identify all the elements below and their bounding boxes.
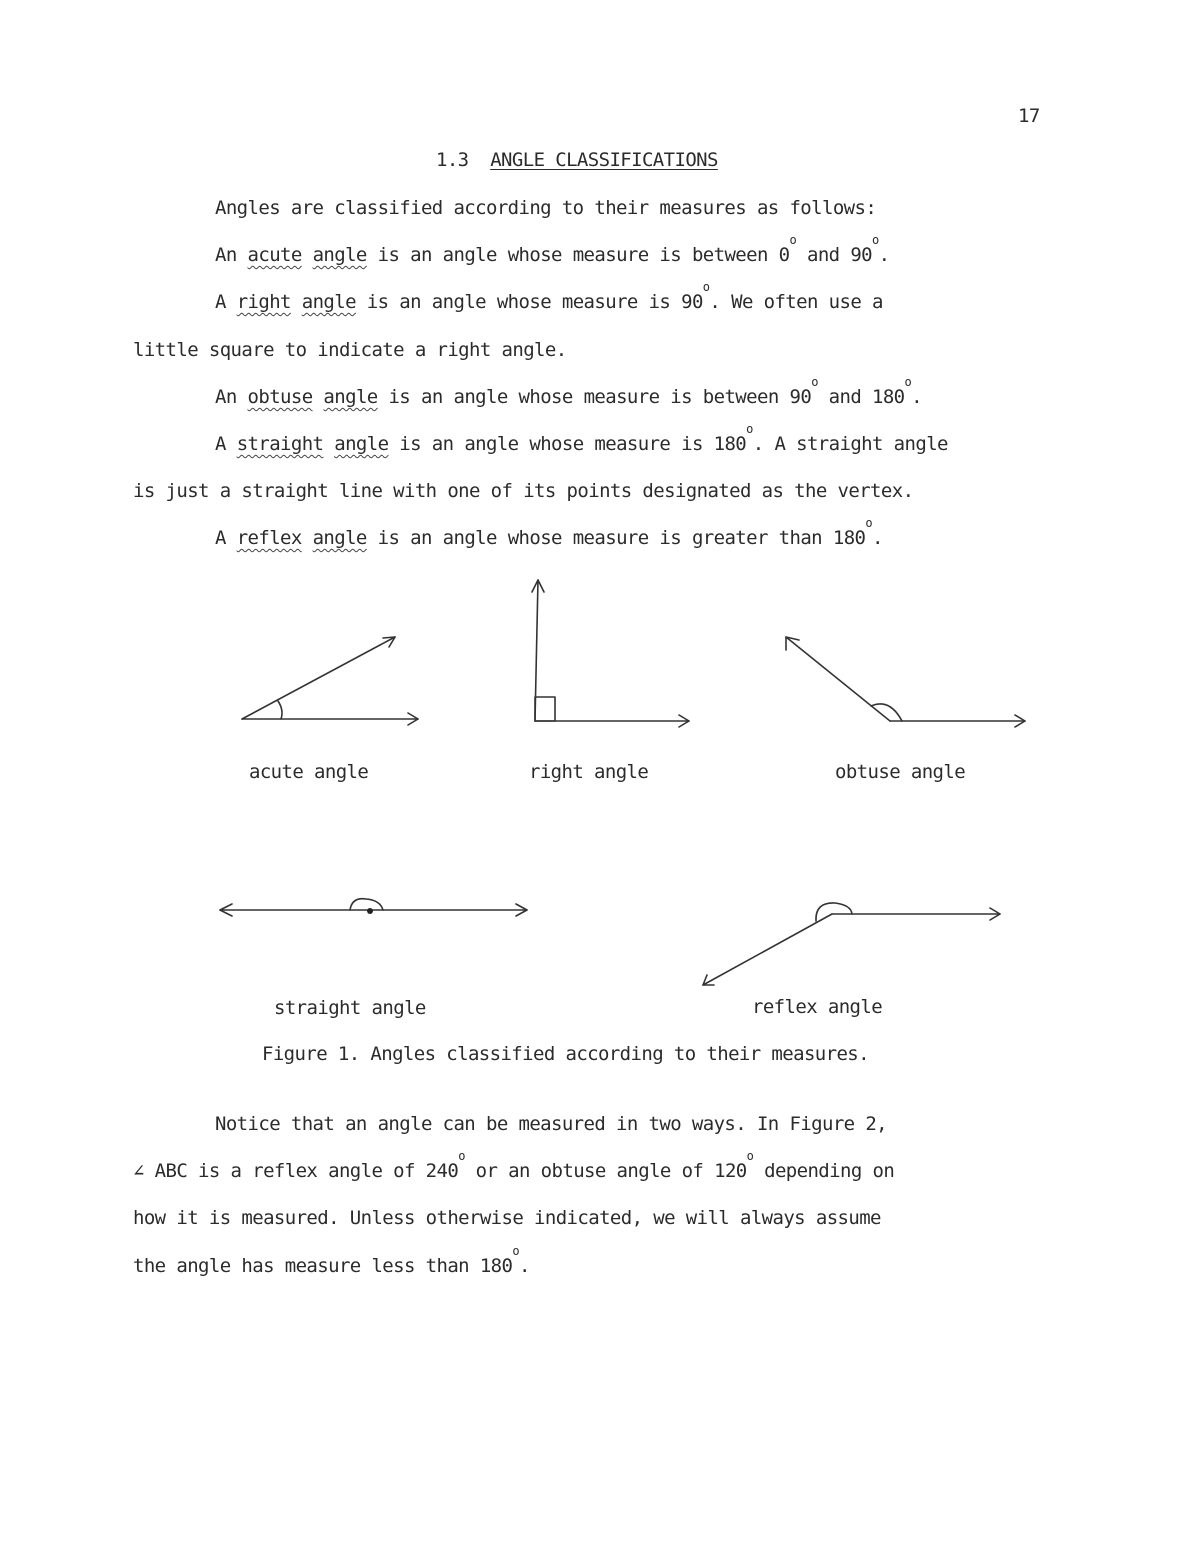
angle-term: angle — [323, 386, 378, 408]
degree-symbol: o — [746, 422, 753, 436]
reflex-term: reflex — [236, 527, 302, 549]
straight-definition-continued: is just a straight line with one of its points designated as the vertex. — [133, 480, 914, 502]
straight-angle-diagram — [220, 899, 527, 916]
reflex-angle-label: reflex angle — [752, 996, 883, 1018]
right-term: right — [236, 291, 291, 313]
right-definition-continued: little square to indicate a right angle. — [133, 339, 567, 361]
angle-arc — [816, 903, 852, 921]
obtuse-term: obtuse — [247, 386, 313, 408]
angle-arc — [278, 701, 282, 719]
text: or an obtuse angle of 120 — [464, 1160, 747, 1182]
obtuse-angle-label: obtuse angle — [835, 761, 966, 783]
angle-term: angle — [312, 527, 367, 549]
degree-symbol: o — [872, 233, 879, 247]
straight-angle-label: straight angle — [274, 997, 426, 1019]
degree-symbol: o — [865, 516, 872, 530]
notice-line-4 — [133, 1244, 530, 1278]
vertex-point — [367, 908, 373, 914]
right-angle-square — [535, 697, 555, 721]
obtuse-angle-diagram — [786, 637, 1025, 727]
angle-symbol-icon: ∠ — [133, 1160, 144, 1182]
text: A — [215, 433, 237, 455]
degree-symbol: o — [458, 1149, 465, 1163]
section-number: 1.3 — [436, 149, 469, 171]
notice-line-3: how it is measured. Unless otherwise indicated, we will always assume — [133, 1207, 881, 1229]
text: the angle has measure less than 180 — [133, 1255, 513, 1277]
text: . We often use a — [709, 291, 883, 313]
acute-angle-label: acute angle — [249, 761, 369, 783]
text: depending on — [753, 1160, 895, 1182]
straight-term: straight — [236, 433, 324, 455]
obtuse-ray-upper — [786, 637, 890, 721]
text: An — [215, 386, 248, 408]
intro-paragraph: Angles are classified according to their measures as follows: — [215, 197, 877, 219]
text: is an angle whose measure is between 90 — [377, 386, 812, 408]
text: . — [872, 527, 883, 549]
page-number: 17 — [1018, 105, 1040, 127]
text: and 180 — [817, 386, 905, 408]
text: is an angle whose measure is 180 — [388, 433, 747, 455]
text: is an angle whose measure is 90 — [355, 291, 703, 313]
text: is an angle whose measure is greater than 180 — [366, 527, 866, 549]
text: . — [519, 1255, 530, 1277]
text: An — [215, 244, 248, 266]
angle-term: angle — [334, 433, 389, 455]
degree-symbol: o — [789, 233, 797, 247]
right-angle-diagram — [532, 580, 689, 727]
acute-angle-diagram — [242, 637, 418, 725]
notice-line-1: Notice that an angle can be measured in two ways. In Figure 2, — [215, 1113, 888, 1135]
angle-term: angle — [312, 244, 367, 266]
degree-symbol: o — [702, 280, 710, 294]
text: A — [215, 527, 237, 549]
text: . — [911, 386, 922, 408]
notice-line-2 — [133, 1149, 895, 1183]
figure-caption: Figure 1. Angles classified according to their measures. — [262, 1043, 869, 1065]
section-heading: ANGLE CLASSIFICATIONS — [490, 149, 718, 171]
reflex-angle-diagram — [703, 903, 1000, 985]
text: ABC is a reflex angle of 240 — [143, 1160, 459, 1182]
acute-ray-upper — [242, 637, 395, 719]
angle-term: angle — [301, 291, 356, 313]
degree-symbol: o — [904, 375, 912, 389]
text: . A straight angle — [752, 433, 948, 455]
text: . — [878, 244, 890, 266]
acute-term: acute — [247, 244, 302, 266]
degree-symbol: o — [746, 1149, 754, 1163]
reflex-ray-lower — [703, 914, 832, 985]
angle-arc — [350, 899, 383, 910]
degree-symbol: o — [512, 1244, 519, 1258]
text: A — [215, 291, 237, 313]
degree-symbol: o — [811, 375, 818, 389]
text: and 90 — [796, 244, 873, 266]
text: is an angle whose measure is between 0 — [366, 244, 790, 266]
right-angle-label: right angle — [529, 761, 649, 783]
